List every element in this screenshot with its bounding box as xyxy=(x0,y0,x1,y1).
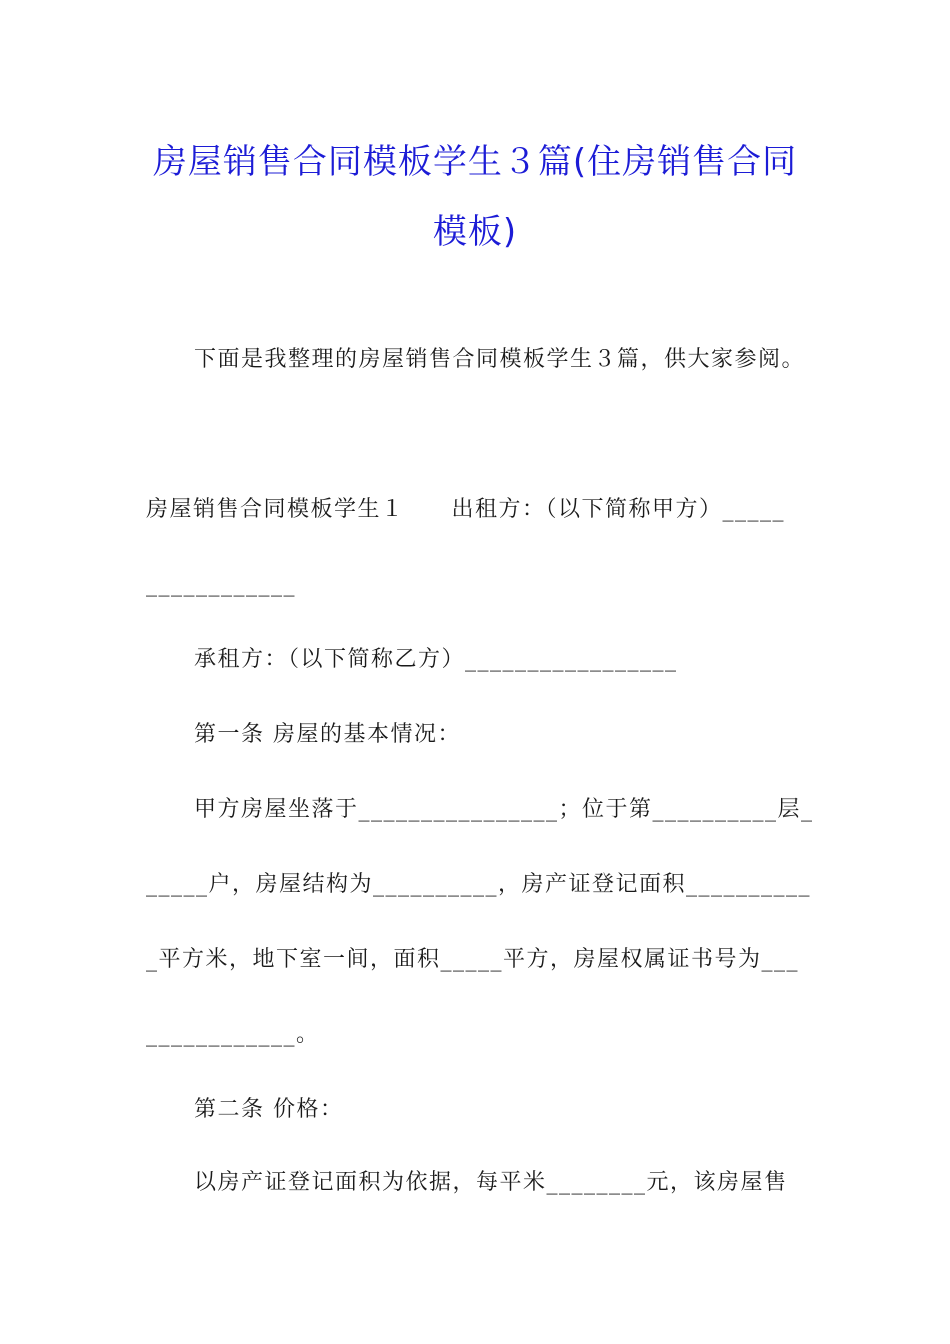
article-two-heading: 第二条 价格： xyxy=(194,1097,344,1122)
document-title-line2: 模板) xyxy=(432,212,518,252)
contract-heading-line: 房屋销售合同模板学生１ 出租方：（以下简称甲方）_____ xyxy=(146,497,786,522)
article-one-line4: ____________。 xyxy=(146,1022,320,1047)
article-one-line3: _平方米，地下室一间，面积_____平方，房屋权属证书号为___ xyxy=(146,947,800,972)
article-one-line2: _____户，房屋结构为__________，房产证登记面积__________ xyxy=(146,872,812,897)
article-one-heading: 第一条 房屋的基本情况： xyxy=(194,722,461,747)
document-title-line1: 房屋销售合同模板学生３篇(住房销售合同 xyxy=(152,142,798,182)
article-one-line1: 甲方房屋坐落于________________；位于第__________层_ xyxy=(194,797,814,822)
blank-line: ____________ xyxy=(146,572,296,597)
intro-paragraph: 下面是我整理的房屋销售合同模板学生３篇，供大家参阅。 xyxy=(194,347,806,372)
lessee-line: 承租方：（以下简称乙方）_________________ xyxy=(194,647,678,672)
article-two-line1: 以房产证登记面积为依据，每平米________元，该房屋售 xyxy=(194,1170,788,1195)
